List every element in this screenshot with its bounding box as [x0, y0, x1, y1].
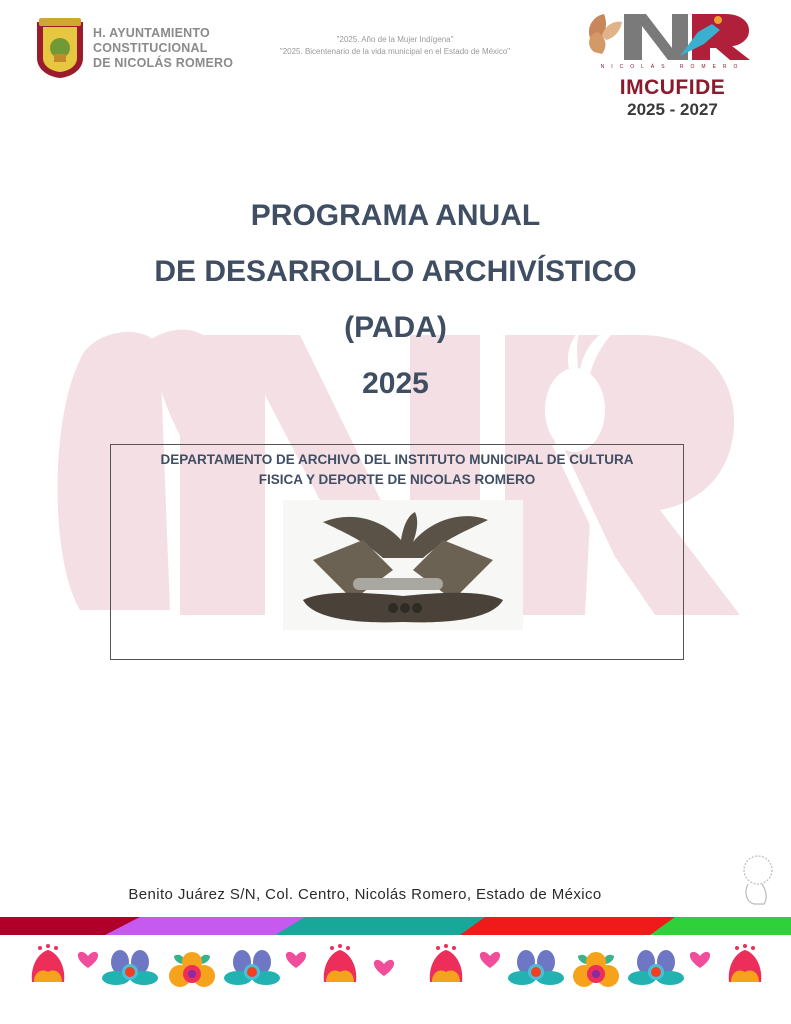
imcufide-name: IMCUFIDE — [619, 76, 726, 99]
org-name-line: CONSTITUCIONAL — [93, 41, 208, 55]
monolith-sculpture-icon — [736, 852, 778, 908]
slogan-line: "2025. Bicentenario de la vida municipal en el Estado de México" — [279, 47, 511, 56]
department-line: DEPARTAMENTO DE ARCHIVO DEL INSTITUTO MUNICIPAL DE CULTURA — [160, 452, 634, 467]
document-title — [0, 196, 791, 420]
department-line: FISICA Y DEPORTE DE NICOLAS ROMERO — [258, 472, 536, 487]
footer-address: Benito Juárez S/N, Col. Centro, Nicolás Romero, Estado de México — [128, 886, 602, 903]
title-year: 2025 — [362, 367, 429, 400]
department-name — [111, 450, 683, 490]
title-line: DE DESARROLLO ARCHIVÍSTICO — [154, 255, 637, 288]
title-line: PROGRAMA ANUAL — [250, 199, 541, 232]
department-box — [110, 444, 684, 660]
imcufide-years: 2025 - 2027 — [627, 100, 718, 119]
municipal-crest-logo — [33, 14, 87, 80]
eagle-coat-of-arms-image — [283, 500, 523, 630]
header-slogans — [230, 34, 560, 58]
organization-name — [93, 26, 233, 71]
slogan-line: "2025. Año de la Mujer Indígena" — [336, 35, 454, 44]
imcufide-logo — [580, 8, 765, 118]
nr-logo-icon — [580, 8, 765, 68]
imcufide-subtitle: NICOLÁS ROMERO — [600, 64, 745, 70]
title-line: (PADA) — [344, 311, 447, 344]
footer-color-bar — [0, 917, 791, 935]
org-name-line: H. AYUNTAMIENTO — [93, 26, 210, 40]
org-name-line: DE NICOLÁS ROMERO — [93, 56, 234, 70]
floral-decorative-border — [0, 940, 791, 990]
